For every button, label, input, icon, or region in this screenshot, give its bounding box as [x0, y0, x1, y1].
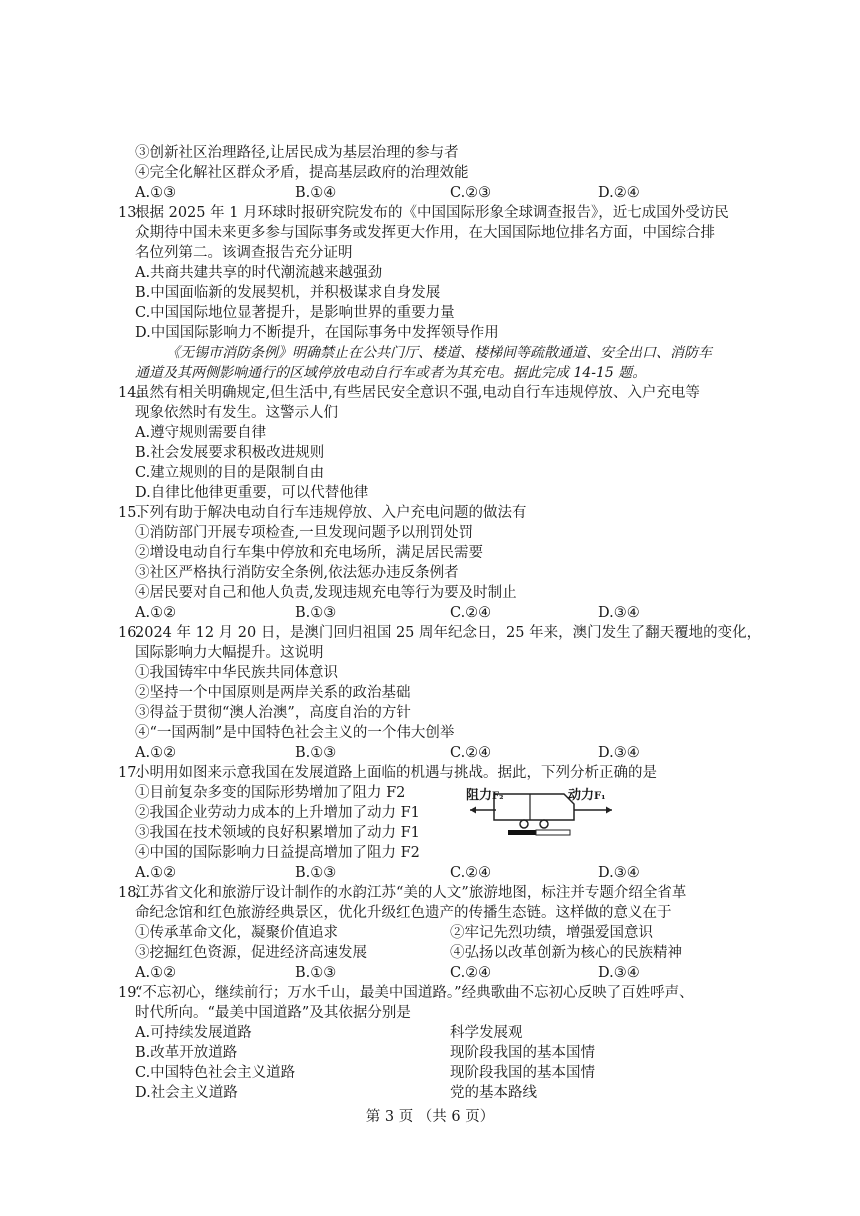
q19-option-c-left: C.中国特色社会主义道路: [135, 1065, 296, 1081]
page-footer: 第 3 页 （共 6 页）: [365, 1109, 495, 1125]
q14-option-c: C.建立规则的目的是限制自由: [135, 465, 325, 481]
q18-item-3: ③挖掘红色资源，促进经济高速发展: [135, 945, 367, 961]
q13-stem-line-1: 根据 2025 年 1 月环球时报研究院发布的《中国国际形象全球调查报告》，近七成国外受访民: [135, 205, 729, 221]
q13-number: 13.: [118, 205, 142, 221]
q17-option-b: B.①③: [295, 865, 337, 881]
q14-option-b: B.社会发展要求积极改进规则: [135, 445, 325, 461]
q17-item-3: ③我国在技术领域的良好积累增加了动力 F1: [135, 825, 420, 841]
car-wheel-front-icon: [540, 820, 548, 828]
q19-number: 19.: [118, 985, 142, 1001]
q15-option-b: B.①③: [295, 605, 337, 621]
q19-option-d-right: 党的基本路线: [450, 1085, 537, 1101]
q16-item-4: ④“一国两制”是中国特色社会主义的一个伟大创举: [135, 725, 455, 741]
q19-stem-line-2: 时代所向。“最美中国道路”及其依据分别是: [135, 1005, 411, 1021]
q12-option-c: C.②③: [450, 185, 492, 201]
q19-option-a-right: 科学发展观: [450, 1025, 523, 1041]
q16-number: 16.: [118, 625, 142, 641]
q16-option-c: C.②④: [450, 745, 492, 761]
q12-option-b: B.①④: [295, 185, 337, 201]
q15-option-c: C.②④: [450, 605, 492, 621]
q17-option-d: D.③④: [598, 865, 640, 881]
q14-option-d: D.自律比他律更重要，可以代替他律: [135, 485, 369, 501]
q14-number: 14.: [118, 385, 142, 401]
q17-number: 17.: [118, 765, 142, 781]
driving-force-label-sub: F₁: [594, 791, 606, 802]
force-diagram: [466, 786, 616, 864]
q15-item-3: ③社区严格执行消防安全条例,依法惩办违反条例者: [135, 565, 459, 581]
q12-option-d: D.②④: [598, 185, 640, 201]
q17-option-a: A.①②: [135, 865, 177, 881]
q15-item-1: ①消防部门开展专项检查,一旦发现问题予以刑罚处罚: [135, 525, 474, 541]
q16-option-b: B.①③: [295, 745, 337, 761]
q15-stem: 下列有助于解决电动自行车违规停放、入户充电问题的做法有: [135, 505, 527, 521]
q19-option-b-right: 现阶段我国的基本国情: [450, 1045, 595, 1061]
resistance-label-sub: F₂: [492, 791, 504, 802]
q18-item-1: ①传承革命文化，凝聚价值追求: [135, 925, 338, 941]
q19-stem-line-1: “不忘初心，继续前行；万水千山，最美中国道路。”经典歌曲不忘初心反映了百姓呼声、: [135, 985, 694, 1001]
ground-bar-dark: [508, 830, 536, 835]
q17-item-2: ②我国企业劳动力成本的上升增加了动力 F1: [135, 805, 420, 821]
q19-option-d-left: D.社会主义道路: [135, 1085, 238, 1101]
q16-stem-line-2: 国际影响力大幅提升。这说明: [135, 645, 324, 661]
q12-item-4: ④完全化解社区群众矛盾，提高基层政府的治理效能: [135, 165, 469, 181]
q16-item-1: ①我国铸牢中华民族共同体意识: [135, 665, 338, 681]
q16-item-2: ②坚持一个中国原则是两岸关系的政治基础: [135, 685, 411, 701]
material-line-1: 《无锡市消防条例》明确禁止在公共门厅、楼道、楼梯间等疏散通道、安全出口、消防车: [166, 345, 712, 361]
resistance-label: [466, 784, 504, 803]
q15-item-2: ②增设电动自行车集中停放和充电场所，满足居民需要: [135, 545, 483, 561]
q13-option-d: D.中国国际影响力不断提升，在国际事务中发挥领导作用: [135, 325, 499, 341]
q18-item-4: ④弘扬以改革创新为核心的民族精神: [450, 945, 682, 961]
q17-stem: 小明用如图来示意我国在发展道路上面临的机遇与挑战。据此，下列分析正确的是: [135, 765, 657, 781]
q13-stem-line-3: 名位列第二。该调查报告充分证明: [135, 245, 353, 261]
q13-option-a: A.共商共建共享的时代潮流越来越强劲: [135, 265, 383, 281]
car-wheel-rear-icon: [520, 820, 528, 828]
q19-option-c-right: 现阶段我国的基本国情: [450, 1065, 595, 1081]
q14-option-a: A.遵守规则需要自律: [135, 425, 267, 441]
q14-stem-line-1: 虽然有相关明确规定,但生活中,有些居民安全意识不强,电动自行车违规停放、入户充电等: [135, 385, 700, 401]
q18-option-b: B.①③: [295, 965, 337, 981]
q16-option-a: A.①②: [135, 745, 177, 761]
q18-option-c: C.②④: [450, 965, 492, 981]
q16-option-d: D.③④: [598, 745, 640, 761]
q13-option-b: B.中国面临新的发展契机，并积极谋求自身发展: [135, 285, 441, 301]
resistance-label-text: 阻力: [466, 788, 493, 803]
q15-item-4: ④居民要对自己和他人负责,发现违规充电等行为要及时制止: [135, 585, 517, 601]
q18-stem-line-2: 命纪念馆和红色旅游经典景区，优化升级红色遗产的传播生态链。这样做的意义在于: [135, 905, 672, 921]
q15-number: 15.: [118, 505, 142, 521]
q12-option-a: A.①③: [135, 185, 177, 201]
car-body-icon: [494, 794, 574, 820]
q17-option-c: C.②④: [450, 865, 492, 881]
ground-bar-light: [536, 830, 570, 835]
q13-option-c: C.中国国际地位显著提升，是影响世界的重要力量: [135, 305, 455, 321]
q18-option-d: D.③④: [598, 965, 640, 981]
q17-item-1: ①目前复杂多变的国际形势增加了阻力 F2: [135, 785, 406, 801]
q18-number: 18.: [118, 885, 142, 901]
q19-option-a-left: A.可持续发展道路: [135, 1025, 252, 1041]
q15-option-d: D.③④: [598, 605, 640, 621]
material-line-2: 通道及其两侧影响通行的区域停放电动自行车或者为其充电。据此完成 14-15 题。: [135, 365, 647, 381]
driving-force-label-text: 动力: [568, 788, 595, 803]
q18-item-2: ②牢记先烈功绩，增强爱国意识: [450, 925, 653, 941]
q16-item-3: ③得益于贯彻“澳人治澳”，高度自治的方针: [135, 705, 411, 721]
q12-item-3: ③创新社区治理路径,让居民成为基层治理的参与者: [135, 145, 459, 161]
q14-stem-line-2: 现象依然时有发生。这警示人们: [135, 405, 338, 421]
resistance-arrowhead-icon: [470, 807, 476, 814]
q18-stem-line-1: 江苏省文化和旅游厅设计制作的水韵江苏“美的人文”旅游地图，标注并专题介绍全省革: [135, 885, 687, 901]
q13-stem-line-2: 众期待中国未来更多参与国际事务或发挥更大作用，在大国国际地位排名方面，中国综合排: [135, 225, 715, 241]
q17-item-4: ④中国的国际影响力日益提高增加了阻力 F2: [135, 845, 420, 861]
q19-option-b-left: B.改革开放道路: [135, 1045, 238, 1061]
driving-force-arrowhead-icon: [606, 807, 612, 814]
q15-option-a: A.①②: [135, 605, 177, 621]
q18-option-a: A.①②: [135, 965, 177, 981]
driving-force-label: [568, 784, 606, 803]
q16-stem-line-1: 2024 年 12 月 20 日，是澳门回归祖国 25 周年纪念日，25 年来，澳门发生了翻天覆地的变化，: [135, 625, 762, 641]
